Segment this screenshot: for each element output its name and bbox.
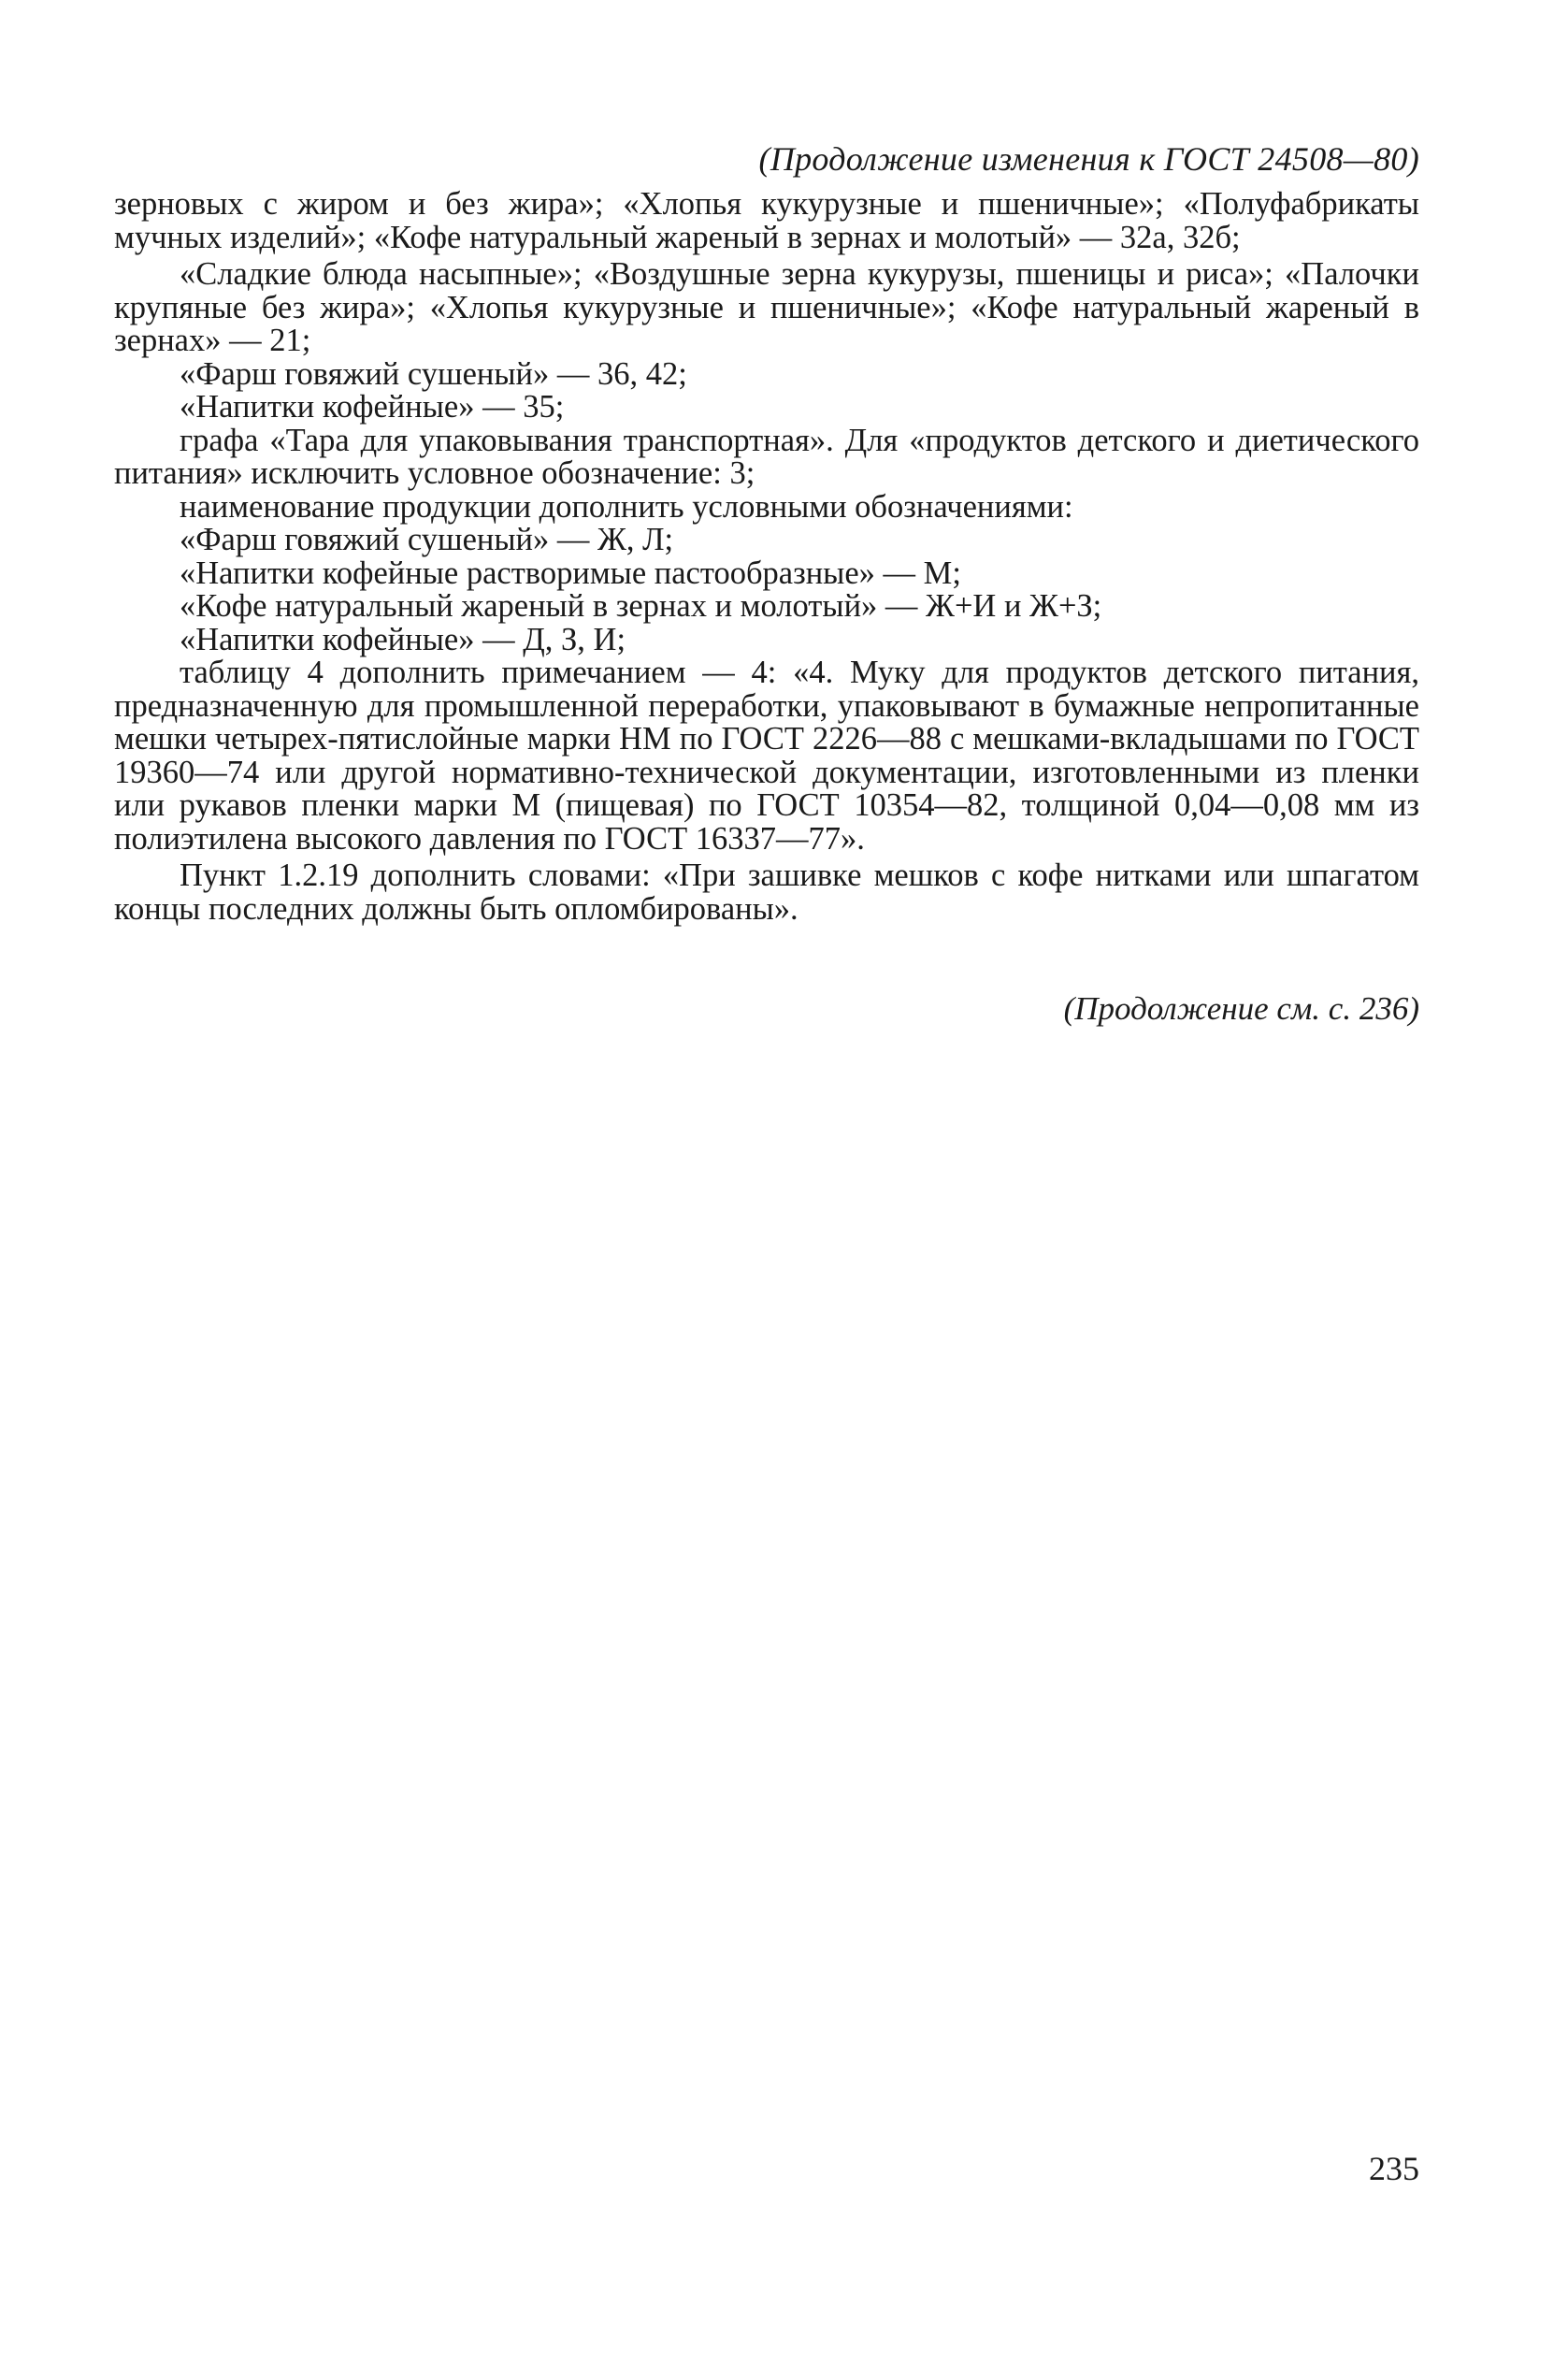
paragraph-4: «Напитки кофейные» — 35; <box>180 389 565 425</box>
continuation-note: (Продолжение см. с. 236) <box>1063 990 1419 1027</box>
paragraph-8: «Напитки кофейные растворимые пастообразные» — М; <box>180 555 961 591</box>
paragraph-2: «Сладкие блюда насыпные»; «Воздушные зерна кукурузы, пшеницы и риса»; «Палочки крупяные без жира»; «Хлопья кукурузные и пшеничные»; «Кофе натуральный жареный в зернах» — 21; <box>114 256 1419 358</box>
paragraph-7: «Фарш говяжий сушеный» — Ж, Л; <box>180 522 674 557</box>
running-header: (Продолжение изменения к ГОСТ 24508—80) <box>758 140 1419 178</box>
page-number: 235 <box>1369 2150 1419 2187</box>
paragraph-5: графа «Тара для упаковывания транспортная». Для «продуктов детского и диетического питания» исключить условное обозначение: 3; <box>114 422 1419 491</box>
paragraph-10: «Напитки кофейные» — Д, З, И; <box>180 621 626 657</box>
paragraph-9: «Кофе натуральный жареный в зернах и молотый» — Ж+И и Ж+З; <box>180 588 1102 624</box>
paragraph-3: «Фарш говяжий сушеный» — 36, 42; <box>180 355 687 392</box>
paragraph-11: таблицу 4 дополнить примечанием — 4: «4. Муку для продуктов детского питания, предназначенную для промышленной переработки, упаковывают в бумажные непропитанные мешки четырех-пятислойные марки НМ по ГОСТ 2226—88 с мешками-вкладышами по ГОСТ 19360—74 или другой нормативно-технической документации, изготовленными из пленки или рукавов пленки марки М (пищевая) по ГОСТ 10354—82, толщиной 0,04—0,08 мм из полиэтилена высокого давления по ГОСТ 16337—77». <box>114 655 1419 857</box>
paragraph-1: зерновых с жиром и без жира»; «Хлопья кукурузные и пшеничные»; «Полуфабрикаты мучных изделий»; «Кофе натуральный жареный в зернах и молотый» — 32а, 32б; <box>114 186 1419 255</box>
paragraph-6: наименование продукции дополнить условными обозначениями: <box>180 488 1073 525</box>
paragraph-12: Пункт 1.2.19 дополнить словами: «При зашивке мешков с кофе нитками или шпагатом концы последних должны быть опломбированы». <box>114 858 1419 927</box>
body-text <box>114 188 1419 926</box>
